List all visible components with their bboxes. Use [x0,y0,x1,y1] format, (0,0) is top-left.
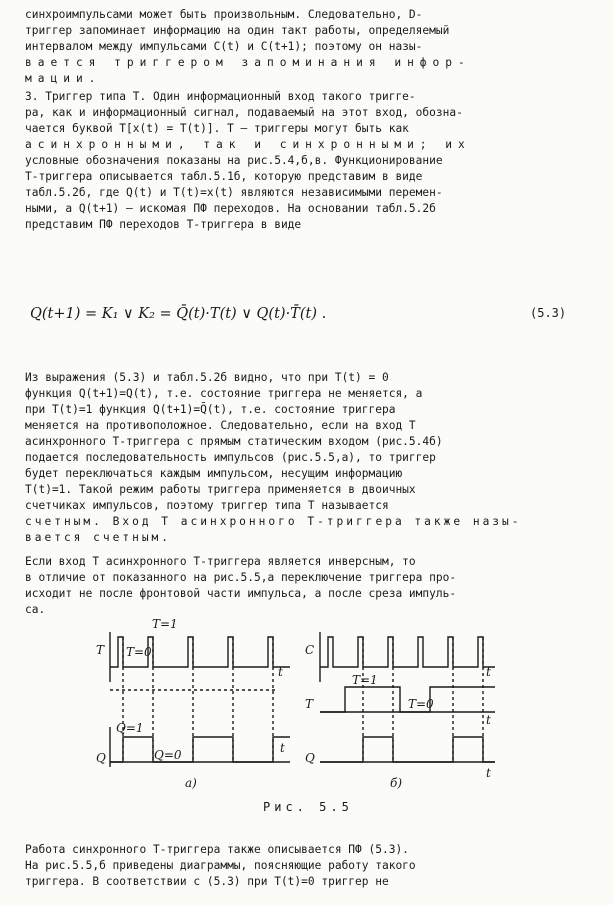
label-t0-a: T=0 [126,645,152,659]
equation: Q(t+1) = K₁ ∨ K₂ = Q̄(t)·T(t) ∨ Q(t)·T̄(t) . [30,306,327,322]
text-line: представим ПФ переходов T-триггера в виде [25,218,302,231]
text-line: са. [25,603,46,616]
label-panel-b: б) [390,776,403,790]
label-q-b: Q [305,751,315,765]
text-line: будет переключаться каждым импульсом, несущим информацию [25,467,403,480]
text-line: исходит не после фронтовой части импульса, а после среза импуль- [25,587,457,600]
label-t-b: T [305,697,314,711]
label-time-b2: t [486,713,491,727]
text-line: Работа синхронного T-триггера также описывается ПФ (5.3). [25,843,409,856]
text-line: асинхронными, так и синхронными; их [25,138,471,151]
text-line: счетчиках импульсов, поэтому триггер типа T называется [25,499,389,512]
text-line: функция Q(t+1)=Q(t), т.е. состояние триггера не меняется, а [25,387,423,400]
figure-caption: Рис. 5.5 [263,800,353,814]
text-line: меняется на противоположное. Следовательно, если на вход T [25,419,416,432]
text-line: триггер запоминает информацию на один такт работы, определяемый [25,24,450,37]
label-t0-b: T=0 [408,697,434,711]
text-line: вается счетным. [25,531,172,544]
text-line: интервалом между импульсами C(t) и C(t+1); поэтому он назы- [25,40,423,53]
text-line: На рис.5.5,б приведены диаграммы, поясняющие работу такого [25,859,416,872]
label-time-a: t [278,665,283,679]
text-line: подается последовательность импульсов (рис.5.5,а), то триггер [25,451,436,464]
label-panel-a: а) [185,776,197,790]
label-time-b3: t [486,766,491,780]
label-time-b: t [486,665,491,679]
text-line: триггера. В соответствии с (5.3) при T(t)=0 триггер не [25,875,389,888]
timing-diagram [90,612,510,797]
label-t-a: T [96,643,105,657]
text-line: табл.5.2б, где Q(t) и T(t)=x(t) являются независимыми перемен- [25,186,443,199]
q-waveform-a [110,737,290,762]
text-line: вается триггером запоминания инфор- [25,56,471,69]
label-t1-a: T=1 [152,617,178,631]
text-line: ра, как и информационный сигнал, подаваемый на этот вход, обозна- [25,106,463,119]
text-line: 3. Триггер типа Т. Один информационный вход такого тригге- [25,90,416,103]
text-line: чается буквой T[x(t) = T(t)]. T – триггеры могут быть как [25,122,409,135]
text-line: в отличие от показанного на рис.5.5,а переключение триггера про- [25,571,457,584]
label-time-a2: t [280,741,285,755]
label-q-a: Q [96,751,106,765]
c-pulse-waveform [320,637,495,667]
label-t1-b: T=1 [352,673,378,687]
text-line: T-триггера описывается табл.5.1б, которую представим в виде [25,170,423,183]
q-waveform-b [320,737,495,762]
label-q1-a: Q=1 [116,721,144,735]
text-line: Если вход T асинхронного T-триггера является инверсным, то [25,555,416,568]
text-line: Из выражения (5.3) и табл.5.2б видно, что при T(t) = 0 [25,371,389,384]
text-line: синхроимпульсами может быть произвольным. Следовательно, D- [25,8,423,21]
text-line: T(t)=1. Такой режим работы триггера применяется в двоичных [25,483,416,496]
text-line: ными, а Q(t+1) – искомая ПФ переходов. На основании табл.5.2б [25,202,436,215]
label-c-b: C [305,643,315,657]
label-q0-a: Q=0 [154,748,182,762]
text-line: при T(t)=1 функция Q(t+1)=Q̄(t), т.е. состояние триггера [25,403,396,416]
text-line: мации. [25,72,102,85]
text-line: условные обозначения показаны на рис.5.4,б,в. Функционирование [25,154,443,167]
figure-5-5 [90,612,510,801]
text-line: асинхронного T-триггера с прямым статическим входом (рис.5.4б) [25,435,443,448]
text-line: счетным. Вход T асинхронного T-триггера также назы- [25,515,522,528]
equation-number: (5.3) [530,306,567,320]
